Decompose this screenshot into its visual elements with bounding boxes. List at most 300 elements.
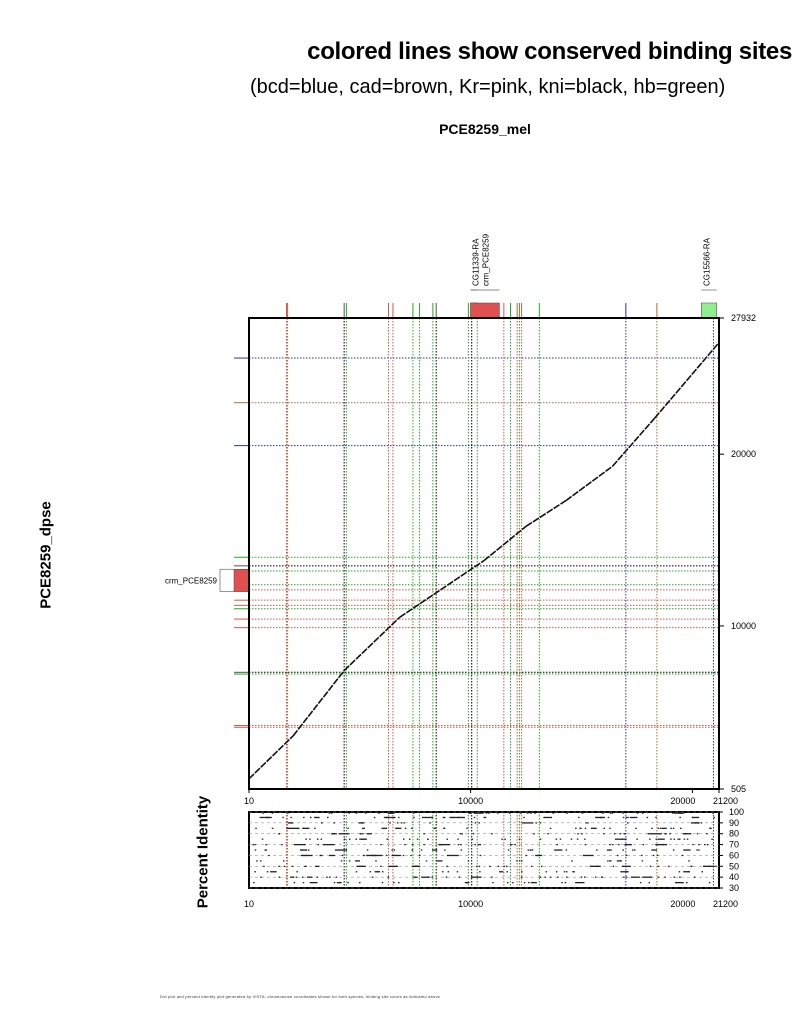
pid-segment bbox=[657, 844, 659, 845]
pid-segment bbox=[347, 882, 349, 883]
pid-segment bbox=[615, 839, 627, 840]
pid-segment bbox=[695, 822, 697, 823]
y-sequence-label: PCE8259_dpse bbox=[37, 501, 55, 609]
pid-segment bbox=[254, 844, 256, 845]
pid-segment bbox=[642, 877, 652, 878]
pid-segment bbox=[423, 844, 425, 845]
pid-segment bbox=[698, 849, 700, 850]
pid-segment bbox=[674, 839, 676, 840]
pid-segment bbox=[320, 855, 322, 856]
pid-segment bbox=[409, 839, 411, 840]
pid-segment bbox=[527, 812, 529, 813]
pid-segment bbox=[664, 877, 666, 878]
pid-segment bbox=[308, 849, 310, 850]
pid-segment bbox=[333, 822, 335, 823]
pid-segment bbox=[449, 817, 459, 818]
pid-segment bbox=[362, 828, 364, 829]
pid-segment bbox=[552, 887, 554, 888]
pid-segment bbox=[657, 855, 659, 856]
pid-segment bbox=[553, 812, 555, 813]
pid-segment bbox=[680, 828, 682, 829]
pid-segment bbox=[294, 882, 296, 883]
pid-segment bbox=[670, 839, 672, 840]
alignment-segment bbox=[526, 501, 566, 527]
pid-segment bbox=[649, 882, 651, 883]
alignment-diagonal bbox=[249, 343, 719, 779]
pid-segment bbox=[522, 822, 533, 823]
pid-segment bbox=[460, 833, 462, 834]
pid-segment bbox=[662, 844, 664, 845]
pid-segment bbox=[447, 855, 459, 856]
pid-segment bbox=[340, 833, 350, 834]
pid-segment bbox=[601, 877, 603, 878]
pid-segment bbox=[254, 871, 256, 872]
crm-feature-box-y bbox=[234, 569, 249, 591]
pid-segment bbox=[404, 844, 406, 845]
pid-segment bbox=[303, 882, 305, 883]
pid-segment bbox=[427, 839, 429, 840]
pid-segment bbox=[397, 822, 399, 823]
pid-segment bbox=[411, 849, 413, 850]
pid-segment bbox=[508, 849, 510, 850]
pid-segment bbox=[382, 882, 384, 883]
pid-segment bbox=[715, 866, 717, 867]
pid-segment bbox=[426, 860, 428, 861]
pid-segment bbox=[491, 833, 493, 834]
pid-segment bbox=[461, 849, 463, 850]
pid-segment bbox=[714, 817, 716, 818]
pid-segment bbox=[266, 849, 268, 850]
pid-x-tick-label: 21200 bbox=[713, 899, 739, 909]
pid-segment bbox=[591, 866, 601, 867]
pid-x-tick-label: 10000 bbox=[458, 899, 484, 909]
pid-segment bbox=[364, 866, 366, 867]
pid-segment bbox=[310, 817, 312, 818]
pid-segment bbox=[582, 812, 584, 813]
chart-subtitle: (bcd=blue, cad=brown, Kr=pink, kni=black, hb=green) bbox=[250, 76, 726, 98]
pid-segment bbox=[479, 866, 481, 867]
pid-segment bbox=[291, 877, 293, 878]
pid-segment bbox=[327, 817, 329, 818]
pid-segment bbox=[447, 839, 449, 840]
pid-tick-label: 90 bbox=[729, 817, 740, 828]
pid-segment bbox=[398, 817, 400, 818]
pid-segment bbox=[341, 860, 343, 861]
gene-feature-box bbox=[701, 303, 717, 318]
pid-segment bbox=[446, 877, 448, 878]
pid-segment bbox=[554, 849, 562, 850]
pid-segment bbox=[442, 871, 444, 872]
pid-segment bbox=[301, 849, 303, 850]
pid-segment bbox=[679, 817, 681, 818]
pid-segment bbox=[710, 828, 712, 829]
pid-segment bbox=[334, 887, 343, 888]
pid-segment bbox=[648, 833, 656, 834]
pid-segment bbox=[540, 822, 542, 823]
pid-segment bbox=[624, 833, 626, 834]
y-feature-label: crm_PCE8259 bbox=[164, 576, 217, 586]
pid-segment bbox=[429, 822, 431, 823]
x-tick-label: 10000 bbox=[458, 796, 484, 806]
percent-identity-plot bbox=[249, 807, 744, 893]
pid-segment bbox=[382, 887, 390, 888]
pid-segment bbox=[306, 849, 308, 850]
x-tick-label: 20000 bbox=[670, 796, 696, 806]
pid-segment bbox=[485, 817, 487, 818]
pid-segment bbox=[647, 817, 649, 818]
pid-segment bbox=[283, 860, 285, 861]
pid-segment bbox=[367, 849, 369, 850]
pid-segment bbox=[356, 871, 358, 872]
pid-segment bbox=[701, 822, 703, 823]
pid-segment bbox=[255, 849, 257, 850]
pid-segment bbox=[528, 849, 530, 850]
pid-segment bbox=[489, 866, 491, 867]
pid-segment bbox=[613, 866, 615, 867]
pid-segment bbox=[547, 833, 549, 834]
pid-segment bbox=[534, 812, 536, 813]
pid-segment bbox=[386, 839, 388, 840]
pid-segment bbox=[642, 812, 644, 813]
pid-segment bbox=[631, 877, 640, 878]
pid-segment bbox=[488, 812, 490, 813]
pid-segment bbox=[339, 882, 341, 883]
pid-segment bbox=[682, 882, 684, 883]
pid-segment bbox=[492, 882, 494, 883]
pid-segment bbox=[511, 844, 512, 845]
pid-segment bbox=[396, 828, 398, 829]
pid-segment bbox=[649, 839, 651, 840]
pid-segment bbox=[355, 860, 360, 861]
pid-tick-label: 30 bbox=[729, 883, 740, 893]
pid-segment bbox=[321, 839, 323, 840]
pid-segment bbox=[471, 877, 473, 878]
pid-segment bbox=[362, 833, 364, 834]
pid-segment bbox=[365, 812, 367, 813]
pid-segment bbox=[634, 849, 636, 850]
pid-segment bbox=[472, 877, 481, 878]
pid-segment bbox=[670, 828, 672, 829]
pid-segment bbox=[635, 828, 637, 829]
pid-segment bbox=[434, 828, 436, 829]
pid-segment bbox=[473, 833, 475, 834]
pid-segment bbox=[302, 855, 304, 856]
pid-segment bbox=[556, 871, 558, 872]
pid-segment bbox=[315, 866, 319, 867]
pid-segment bbox=[581, 833, 583, 834]
pid-segment bbox=[331, 812, 333, 813]
pid-segment bbox=[617, 887, 619, 888]
pid-segment bbox=[446, 866, 448, 867]
pid-segment bbox=[612, 844, 614, 845]
pid-segment bbox=[607, 849, 612, 850]
pid-segment bbox=[266, 817, 272, 818]
pid-segment bbox=[332, 833, 334, 834]
pid-tick-label: 80 bbox=[729, 828, 740, 839]
pid-segment bbox=[607, 860, 609, 861]
pid-segment bbox=[302, 828, 304, 829]
x-tick-label: 10 bbox=[243, 796, 255, 806]
pid-segment bbox=[617, 860, 621, 861]
pid-segment bbox=[679, 839, 681, 840]
pid-segment bbox=[491, 877, 493, 878]
pid-segment bbox=[523, 817, 525, 818]
pid-segment bbox=[566, 849, 568, 850]
pid-segment bbox=[474, 812, 484, 813]
pid-segment bbox=[679, 871, 681, 872]
pid-segment bbox=[637, 812, 639, 813]
pid-segment bbox=[584, 839, 586, 840]
pid-segment bbox=[623, 817, 625, 818]
pid-segment bbox=[675, 882, 683, 883]
x-feature-label: CG15566-RA bbox=[702, 237, 712, 286]
pid-segment bbox=[474, 844, 476, 845]
pid-segment bbox=[349, 839, 351, 840]
pid-segment bbox=[468, 860, 470, 861]
x-feature-label: crm_PCE8259 bbox=[481, 233, 491, 286]
pid-segment bbox=[683, 833, 692, 834]
pid-segment bbox=[684, 839, 686, 840]
pid-segment bbox=[640, 882, 642, 883]
pid-segment bbox=[380, 866, 382, 867]
pid-segment bbox=[617, 855, 619, 856]
alignment-segment bbox=[613, 418, 655, 466]
pid-segment bbox=[400, 887, 402, 888]
pid-segment bbox=[519, 839, 521, 840]
pid-segment bbox=[363, 828, 365, 829]
pid-segment bbox=[519, 860, 521, 861]
pid-segment bbox=[252, 844, 254, 845]
pid-segment bbox=[660, 828, 662, 829]
pid-segment bbox=[609, 844, 611, 845]
pid-segment bbox=[401, 822, 403, 823]
pid-segment bbox=[665, 887, 667, 888]
pid-segment bbox=[677, 839, 679, 840]
pid-tick-label: 60 bbox=[729, 850, 740, 861]
pid-segment bbox=[658, 839, 665, 840]
pid-segment bbox=[544, 817, 552, 818]
pid-segment bbox=[391, 849, 393, 850]
pid-segment bbox=[521, 877, 523, 878]
pid-segment bbox=[458, 844, 460, 845]
pid-segment bbox=[413, 812, 415, 813]
pid-segment bbox=[684, 833, 686, 834]
pid-segment bbox=[697, 822, 699, 823]
pid-segment bbox=[290, 877, 292, 878]
pid-segment bbox=[530, 849, 532, 850]
pid-segment bbox=[541, 866, 543, 867]
pid-segment bbox=[374, 817, 376, 818]
pid-segment bbox=[479, 871, 481, 872]
pid-segment bbox=[335, 849, 347, 850]
pid-segment bbox=[545, 877, 547, 878]
pid-segment bbox=[466, 828, 468, 829]
pid-segment bbox=[260, 877, 262, 878]
pid-segment bbox=[275, 887, 277, 888]
pid-segment bbox=[595, 877, 597, 878]
pid-segment bbox=[411, 828, 413, 829]
pid-segment bbox=[585, 822, 587, 823]
pid-segment bbox=[626, 877, 628, 878]
pid-segment bbox=[668, 866, 670, 867]
pid-segment bbox=[265, 844, 267, 845]
pid-segment bbox=[585, 828, 587, 829]
pid-segment bbox=[688, 860, 690, 861]
pid-segment bbox=[612, 812, 614, 813]
pid-segment bbox=[290, 822, 292, 823]
pid-segment bbox=[660, 833, 662, 834]
pid-segment bbox=[292, 866, 294, 867]
x-feature-label: CG11339-RA bbox=[471, 238, 481, 286]
pid-segment bbox=[307, 877, 312, 878]
pid-segment bbox=[394, 849, 396, 850]
pid-segment bbox=[577, 833, 579, 834]
pid-segment bbox=[673, 828, 675, 829]
alignment-segment bbox=[293, 671, 344, 736]
pid-segment bbox=[546, 871, 548, 872]
pid-segment bbox=[623, 877, 625, 878]
pid-segment bbox=[624, 844, 631, 845]
pid-segment bbox=[443, 817, 445, 818]
pid-segment bbox=[528, 882, 530, 883]
pid-segment bbox=[336, 877, 338, 878]
pid-segment bbox=[392, 855, 401, 856]
pid-segment bbox=[270, 871, 277, 872]
pid-segment bbox=[706, 833, 708, 834]
pid-segment bbox=[591, 828, 597, 829]
pid-x-tick-label: 10 bbox=[243, 899, 255, 909]
pid-segment bbox=[272, 828, 274, 829]
pid-segment bbox=[533, 833, 535, 834]
pid-segment bbox=[375, 871, 380, 872]
y-tick-label: 20000 bbox=[731, 449, 757, 460]
pid-segment bbox=[410, 855, 412, 856]
pid-segment bbox=[531, 882, 537, 883]
pid-segment bbox=[349, 860, 351, 861]
alignment-segment bbox=[566, 466, 613, 500]
pid-segment bbox=[388, 866, 398, 867]
pid-segment bbox=[664, 833, 666, 834]
pid-segment bbox=[413, 817, 415, 818]
pid-segment bbox=[431, 877, 433, 878]
pid-segment bbox=[584, 877, 586, 878]
pid-segment bbox=[403, 839, 405, 840]
pid-segment bbox=[461, 887, 463, 888]
pid-segment bbox=[622, 866, 631, 867]
pid-segment bbox=[372, 855, 383, 856]
pid-segment bbox=[326, 877, 328, 878]
pid-segment bbox=[572, 871, 574, 872]
pid-segment bbox=[550, 877, 552, 878]
pid-segment bbox=[571, 860, 573, 861]
pid-segment bbox=[314, 817, 320, 818]
pid-segment bbox=[623, 812, 625, 813]
pid-segment bbox=[557, 877, 559, 878]
pid-segment bbox=[480, 855, 482, 856]
pid-segment bbox=[688, 871, 690, 872]
pid-segment bbox=[682, 855, 684, 856]
pid-segment bbox=[536, 887, 538, 888]
pid-segment bbox=[595, 817, 605, 818]
pid-segment bbox=[268, 855, 270, 856]
pid-segment bbox=[421, 849, 423, 850]
pid-segment bbox=[469, 812, 471, 813]
pid-segment bbox=[372, 877, 374, 878]
pid-segment bbox=[707, 844, 709, 845]
pid-segment bbox=[503, 866, 505, 867]
pid-segment bbox=[556, 844, 558, 845]
pid-segment bbox=[521, 871, 523, 872]
pid-segment bbox=[375, 860, 377, 861]
pid-segment bbox=[290, 817, 292, 818]
pid-segment bbox=[309, 839, 311, 840]
pid-segment bbox=[294, 844, 306, 845]
pid-segment bbox=[329, 855, 335, 856]
pid-segment bbox=[525, 855, 527, 856]
pid-segment bbox=[480, 844, 482, 845]
pid-segment bbox=[483, 817, 485, 818]
pid-segment bbox=[331, 833, 337, 834]
pid-segment bbox=[355, 839, 357, 840]
pid-segment bbox=[658, 828, 660, 829]
pid-segment bbox=[655, 833, 660, 834]
pid-segment bbox=[626, 871, 628, 872]
pid-segment bbox=[475, 822, 477, 823]
pid-segment bbox=[303, 817, 305, 818]
pid-segment bbox=[696, 887, 698, 888]
pid-segment bbox=[427, 877, 429, 878]
pid-segment bbox=[444, 849, 446, 850]
pid-segment bbox=[409, 887, 411, 888]
pid-segment bbox=[516, 860, 518, 861]
pid-segment bbox=[342, 855, 344, 856]
pid-segment bbox=[499, 871, 503, 872]
pid-segment bbox=[317, 839, 319, 840]
pid-segment bbox=[630, 817, 638, 818]
pid-segment bbox=[614, 833, 616, 834]
chart-title: colored lines show conserved binding sites bbox=[307, 38, 792, 65]
pid-segment bbox=[626, 855, 628, 856]
pid-segment bbox=[334, 882, 336, 883]
pid-segment bbox=[622, 849, 624, 850]
pid-segment bbox=[347, 828, 349, 829]
pid-segment bbox=[571, 839, 573, 840]
y-tick-label: 505 bbox=[731, 784, 747, 794]
pid-segment bbox=[321, 822, 323, 823]
pid-segment bbox=[620, 871, 628, 872]
pid-tick-label: 70 bbox=[729, 839, 740, 850]
pid-segment bbox=[310, 882, 318, 883]
pid-segment bbox=[656, 839, 658, 840]
pid-segment bbox=[658, 866, 660, 867]
pid-segment bbox=[305, 839, 307, 840]
pid-segment bbox=[673, 877, 675, 878]
pid-segment bbox=[501, 839, 503, 840]
pid-segment bbox=[590, 866, 592, 867]
pid-segment bbox=[701, 871, 703, 872]
pid-segment bbox=[321, 855, 323, 856]
pid-segment bbox=[290, 887, 292, 888]
pid-segment bbox=[378, 812, 380, 813]
pid-segment bbox=[613, 887, 615, 888]
pid-segment bbox=[367, 833, 372, 834]
pid-segment bbox=[703, 866, 715, 867]
pid-segment bbox=[560, 839, 562, 840]
pid-segment bbox=[356, 866, 364, 867]
pid-segment bbox=[386, 817, 388, 818]
pid-segment bbox=[419, 855, 421, 856]
pid-segment bbox=[565, 882, 567, 883]
